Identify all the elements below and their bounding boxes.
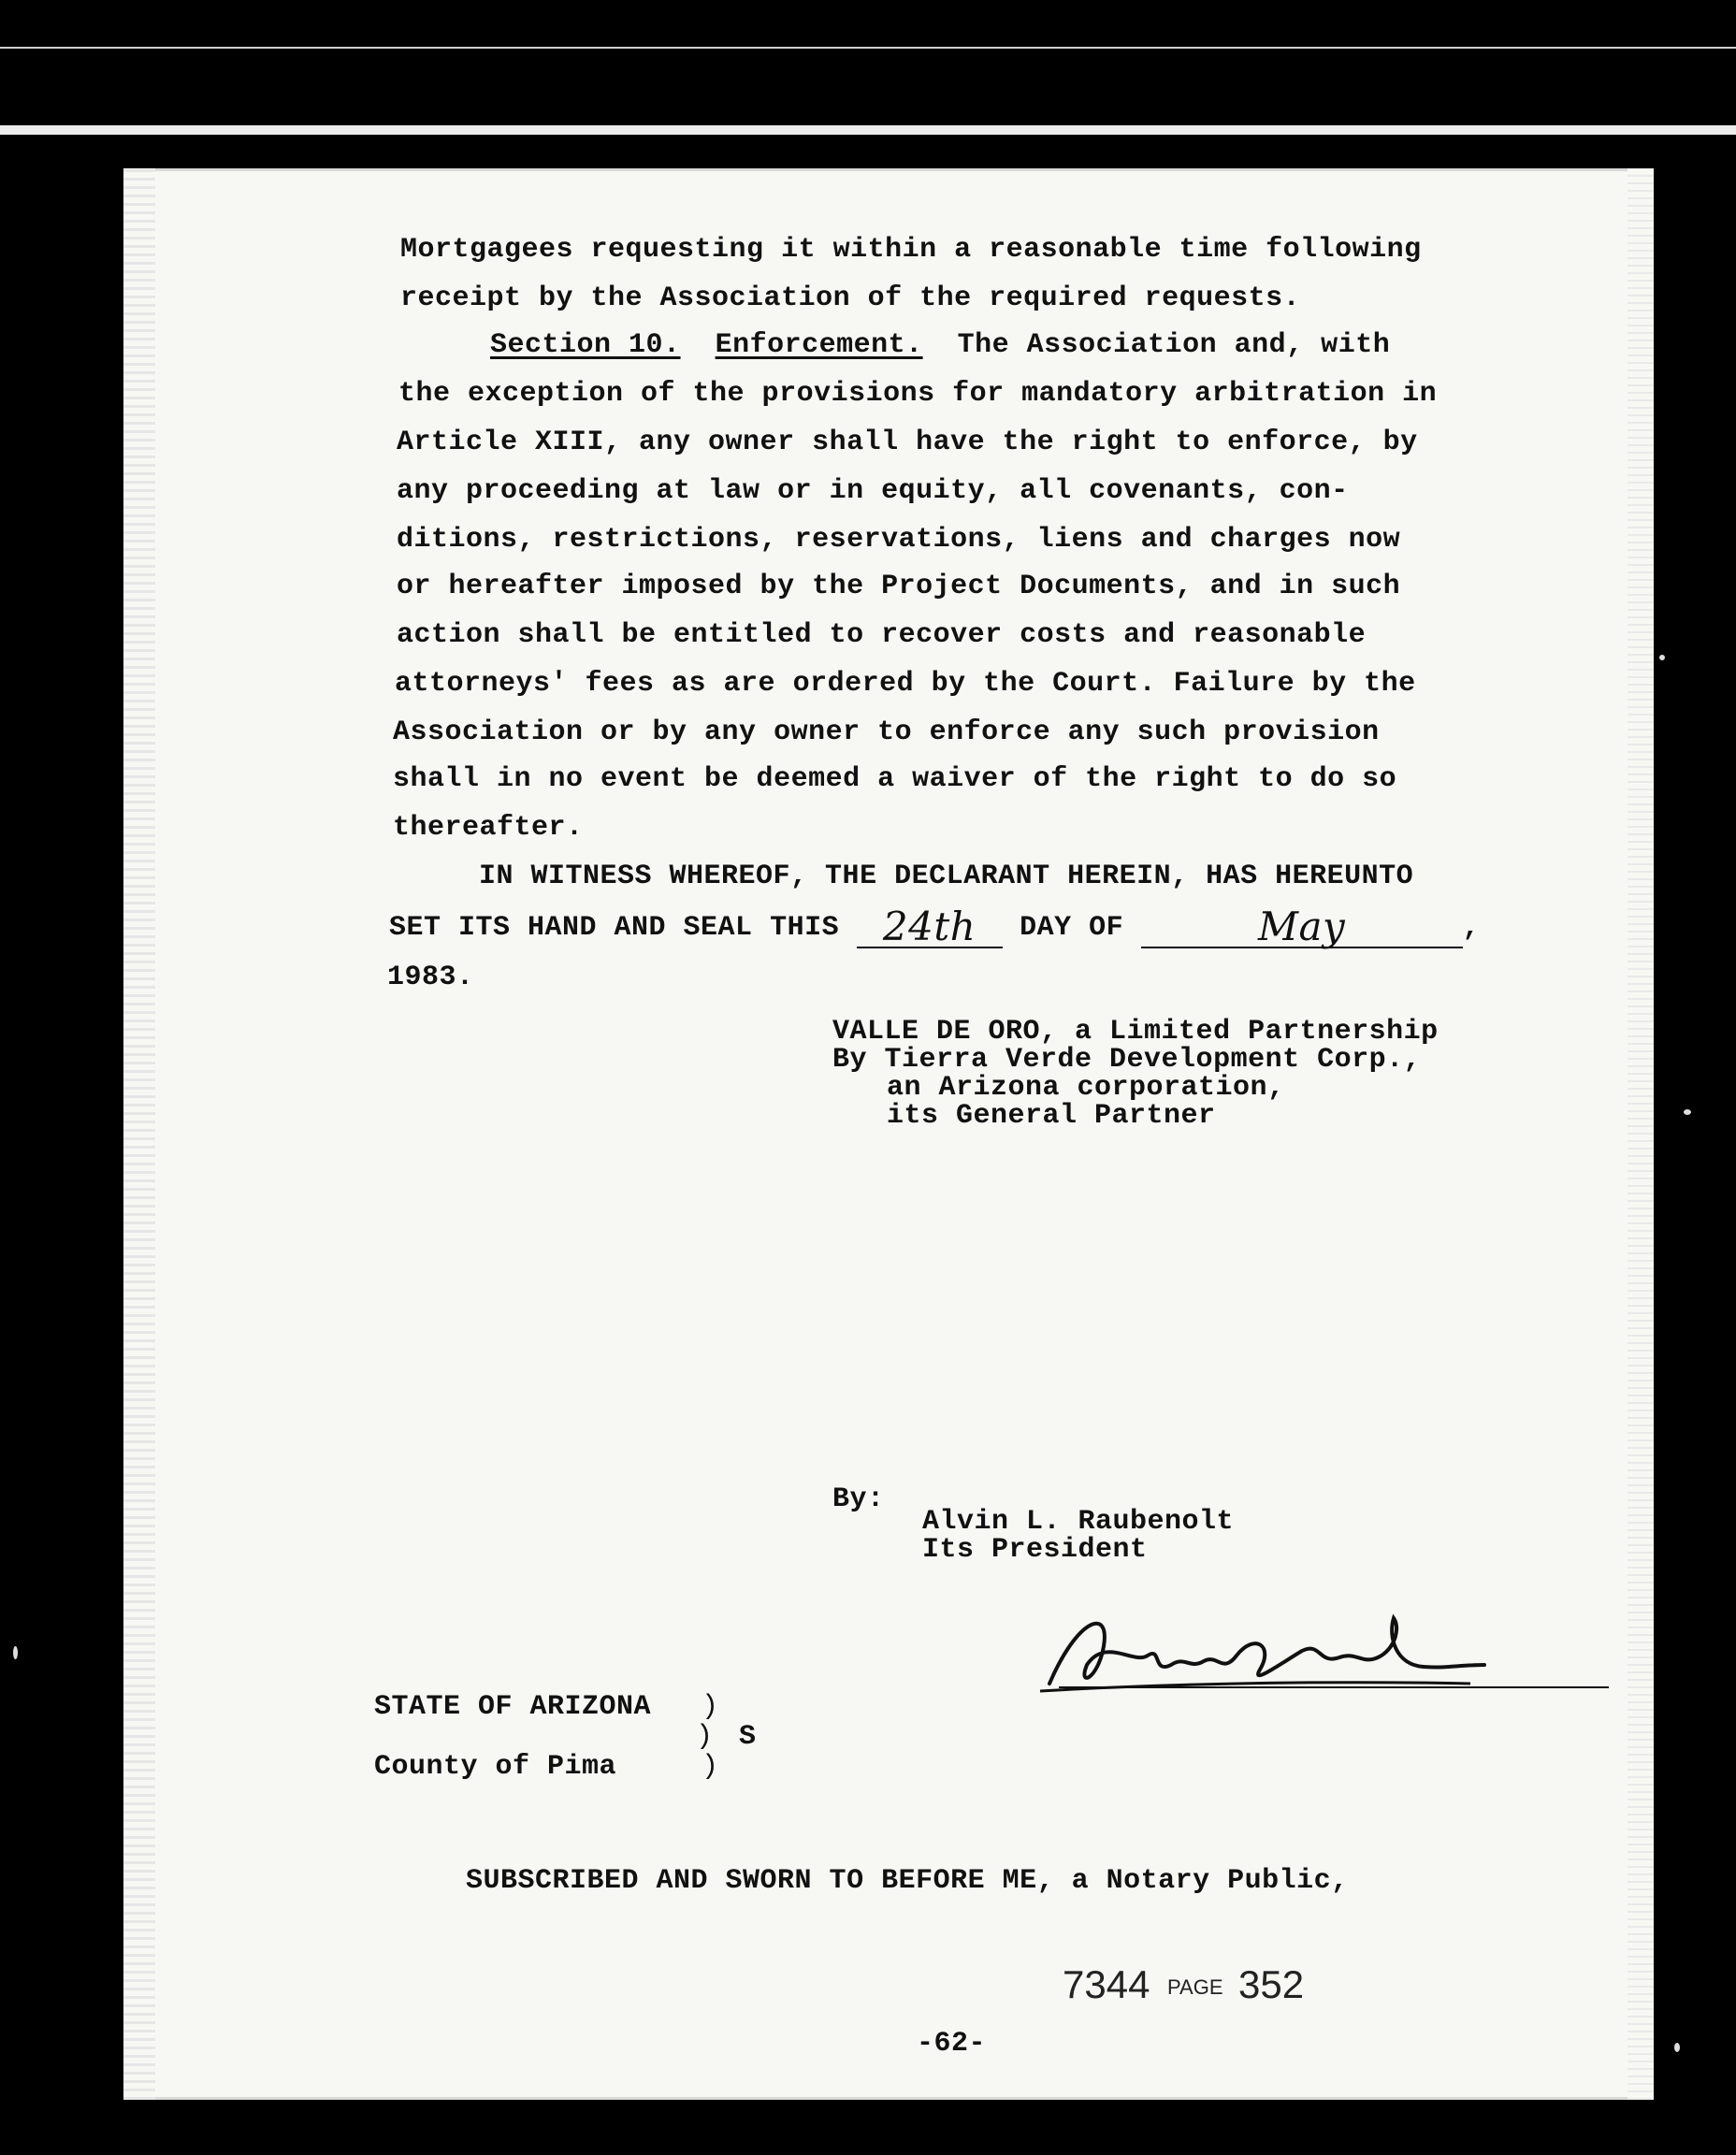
body-line-4: Article XIII, any owner shall have the right to enforce, by <box>397 427 1418 458</box>
venue-paren-3: ) <box>702 1751 719 1783</box>
scan-speck <box>1684 1109 1691 1115</box>
page-number: -62- <box>917 2028 987 2060</box>
signature-line <box>1059 1686 1609 1688</box>
recording-stamp-page-label: PAGE <box>1167 1975 1223 1999</box>
handwritten-month: May <box>1141 907 1463 948</box>
scan-speck <box>13 1646 18 1659</box>
handwritten-day: 24th <box>857 907 1003 948</box>
venue-state: STATE OF ARIZONA <box>374 1691 652 1723</box>
body-line-10: Association or by any owner to enforce any such provision <box>393 716 1380 748</box>
body-line-2: receipt by the Association of the required requests. <box>400 282 1301 314</box>
body-line-1: Mortgagees requesting it within a reasonable time following <box>400 234 1422 266</box>
venue-county: County of Pima <box>374 1751 617 1783</box>
witness-day-of: DAY OF <box>1020 912 1124 944</box>
signer-name: Alvin L. Raubenolt <box>922 1506 1235 1538</box>
body-line-7: or hereafter imposed by the Project Documents, and in such <box>397 571 1401 602</box>
body-line-5: any proceeding at law or in equity, all covenants, con- <box>397 475 1349 507</box>
witness-year: 1983. <box>387 962 474 993</box>
by-label: By: <box>832 1483 885 1515</box>
venue-paren-1: ) <box>702 1691 719 1723</box>
venue-ss: S <box>739 1721 757 1753</box>
scan-speck <box>1674 2043 1680 2052</box>
signatory-line-4: its General Partner <box>887 1100 1216 1132</box>
document-page <box>123 168 1654 2100</box>
venue-paren-2: ) <box>696 1721 714 1753</box>
witness-line-1: IN WITNESS WHEREOF, THE DECLARANT HEREIN, HAS HEREUNTO <box>479 861 1414 892</box>
signer-title: Its President <box>922 1534 1148 1566</box>
recording-stamp-page: 352 <box>1238 1962 1305 2006</box>
body-line-6: ditions, restrictions, reservations, liens and charges now <box>397 524 1401 556</box>
recording-stamp-book: 7344 <box>1063 1962 1150 2006</box>
section-heading <box>490 331 1390 359</box>
scan-speck <box>1659 655 1665 660</box>
witness-set-text: SET ITS HAND AND SEAL THIS <box>389 912 840 944</box>
scan-edge-band <box>0 125 1736 135</box>
body-line-9: attorneys' fees as are ordered by the Court. Failure by the <box>395 668 1416 700</box>
scan-edge-line <box>0 47 1736 49</box>
witness-comma: , <box>1462 912 1481 944</box>
signatory-line-1: VALLE DE ORO, a Limited Partnership <box>832 1016 1439 1048</box>
body-line-8: action shall be entitled to recover costs and reasonable <box>397 619 1367 651</box>
body-line-12: thereafter. <box>393 812 584 844</box>
section-title: Enforcement. <box>715 329 923 361</box>
body-line-3: the exception of the provisions for mandatory arbitration in <box>398 378 1438 410</box>
notary-line: SUBSCRIBED AND SWORN TO BEFORE ME, a Notary Public, <box>466 1865 1349 1897</box>
section-text: The Association and, with <box>957 329 1391 361</box>
signatory-line-3: an Arizona corporation, <box>887 1072 1285 1104</box>
signatory-line-2: By Tierra Verde Development Corp., <box>832 1044 1422 1076</box>
body-line-11: shall in no event be deemed a waiver of the right to do so <box>393 763 1397 795</box>
witness-line-2 <box>389 904 1481 949</box>
section-number: Section 10. <box>490 329 681 361</box>
